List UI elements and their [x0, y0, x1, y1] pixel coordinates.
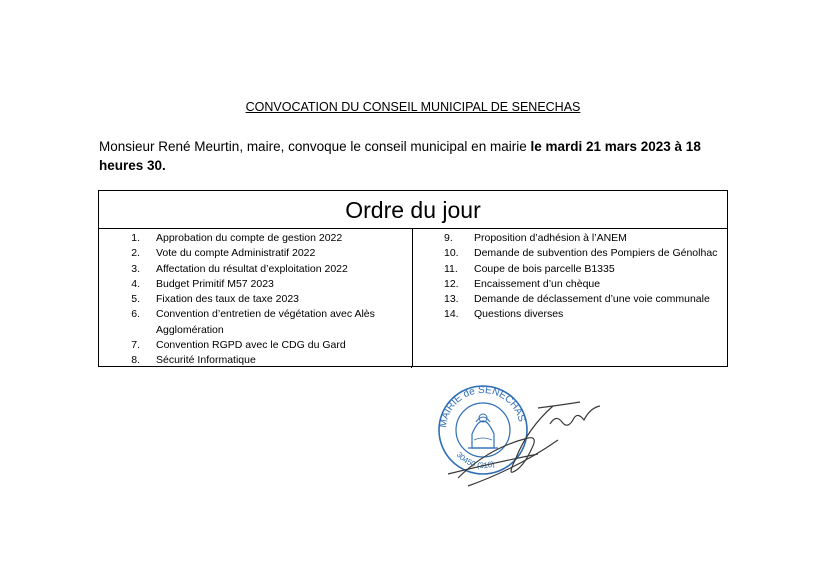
agenda-heading: Ordre du jour — [99, 191, 727, 229]
agenda-item — [415, 292, 725, 307]
agenda-item-number: 8. — [131, 354, 140, 367]
intro-text: Monsieur René Meurtin, maire, convoque le conseil municipal en mairie — [99, 139, 531, 154]
agenda-item-text: Convention d’entretien de végétation avec Alès Agglomération — [156, 308, 375, 336]
agenda-item-text: Approbation du compte de gestion 2022 — [156, 232, 343, 244]
agenda-item — [415, 246, 725, 261]
agenda-right-column — [415, 231, 725, 323]
agenda-item — [99, 231, 412, 246]
agenda-item — [99, 246, 412, 261]
agenda-item — [99, 292, 412, 307]
agenda-item-text: Proposition d’adhésion à l’ANEM — [474, 232, 627, 244]
agenda-item-number: 10. — [444, 247, 459, 260]
agenda-item — [415, 277, 725, 292]
agenda-item-text: Demande de déclassement d’une voie communale — [474, 293, 710, 306]
agenda-item-number: 9. — [444, 232, 453, 244]
agenda-item-text: Convention RGPD avec le CDG du Gard — [156, 339, 346, 352]
agenda-item-text: Affectation du résultat d’exploitation 2022 — [156, 262, 348, 275]
intro-date: le mardi 21 mars 2023 à 18 heures 30. — [99, 139, 701, 173]
agenda-item — [99, 307, 412, 338]
agenda-item — [415, 231, 725, 246]
intro-paragraph — [99, 137, 739, 175]
agenda-item-number: 6. — [131, 308, 140, 321]
agenda-item — [415, 307, 725, 322]
agenda-item-number: 2. — [131, 247, 140, 260]
agenda-item — [415, 262, 725, 277]
column-divider — [412, 229, 413, 367]
agenda-item — [99, 353, 412, 368]
agenda-left-column — [99, 231, 412, 369]
divider-tail — [411, 366, 412, 368]
agenda-box — [98, 190, 728, 367]
agenda-item-text: Questions diverses — [474, 308, 564, 321]
agenda-item-number: 14. — [444, 308, 459, 321]
agenda-item-text: Sécurité Informatique — [156, 354, 256, 367]
agenda-item-text: Fixation des taux de taxe 2023 — [156, 293, 300, 306]
agenda-item-number: 5. — [131, 293, 140, 306]
agenda-item-number: 7. — [131, 339, 140, 352]
agenda-item-text: Vote du compte Administratif 2022 — [156, 247, 316, 260]
stamp-top-text: MAIRIE de SENECHAS — [437, 384, 527, 429]
agenda-item-text: Coupe de bois parcelle B1335 — [474, 262, 615, 275]
stamp-bottom-text: 30450 (316) — [454, 450, 496, 471]
agenda-item-number: 4. — [131, 277, 140, 290]
agenda-item — [99, 338, 412, 353]
agenda-item-text: Encaissement d’un chèque — [474, 277, 601, 290]
agenda-item-number: 3. — [131, 262, 140, 275]
agenda-item-number: 13. — [444, 293, 459, 306]
document-title: CONVOCATION DU CONSEIL MUNICIPAL DE SENECHAS — [245, 100, 581, 114]
agenda-item-number: 11. — [444, 262, 458, 275]
agenda-item-number: 12. — [444, 277, 459, 290]
agenda-item — [99, 277, 412, 292]
agenda-item-text: Demande de subvention des Pompiers de Génolhac — [474, 247, 718, 260]
mairie-stamp-and-signature — [428, 378, 608, 493]
agenda-item — [99, 262, 412, 277]
agenda-item-number: 1. — [131, 232, 140, 244]
agenda-item-text: Budget Primitif M57 2023 — [156, 277, 274, 290]
mairie-stamp — [438, 385, 527, 474]
